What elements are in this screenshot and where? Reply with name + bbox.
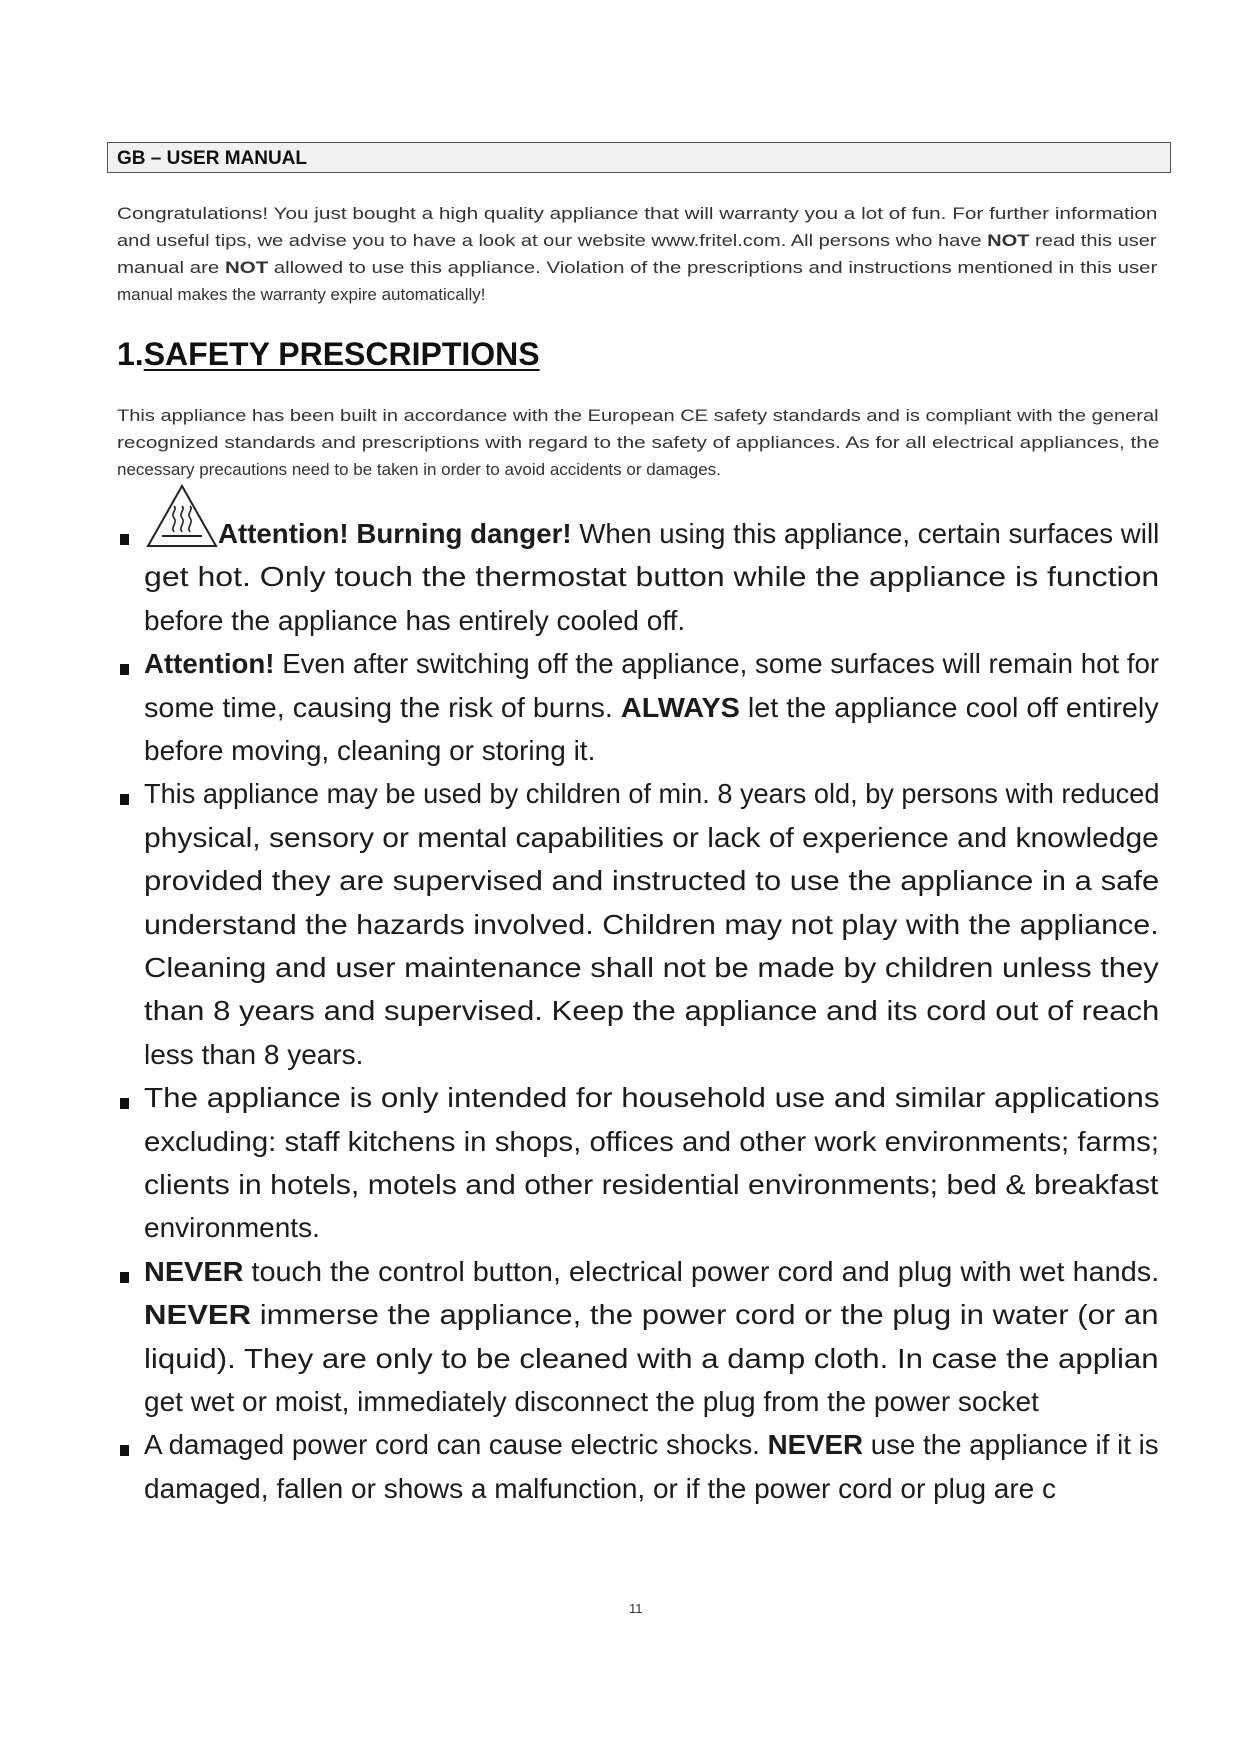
bullet-marker (120, 534, 129, 545)
text-segment: liquid). They are only to be cleaned with a damp cloth. In case the applian (144, 1342, 1159, 1374)
page-number: 11 (629, 1601, 643, 1616)
text-segment: environments. (144, 1212, 320, 1244)
emphasis-text: Attention! (144, 648, 275, 680)
bullet-marker (120, 664, 129, 675)
emphasis-text: NEVER (144, 1255, 244, 1287)
bullet-line (144, 648, 1159, 680)
text-segment: recognized standards and prescriptions with regard to the safety of appliances. As for all electrical appliances, the (117, 433, 1160, 452)
bullet-line (218, 518, 1159, 550)
intro-line (117, 204, 1157, 224)
text-segment: necessary precautions need to be taken in order to avoid accidents or damages. (117, 460, 721, 479)
bullet-line (144, 1343, 1159, 1375)
bullet-marker (120, 1098, 129, 1109)
emphasis-text: NEVER (144, 1299, 252, 1331)
text-segment: excluding: staff kitchens in shops, offices and other work environments; farms; (144, 1125, 1159, 1157)
section-number: 1. (117, 336, 144, 372)
text-segment: Congratulations! You just bought a high quality appliance that will warranty you a lot of fun. For further information (117, 204, 1158, 223)
text-segment: touch the control button, electrical power cord and plug with wet hands. (243, 1255, 1160, 1287)
text-segment: When using this appliance, certain surfaces will (571, 518, 1160, 549)
bullet-line (144, 995, 1159, 1027)
text-segment: get hot. Only touch the thermostat button while the appliance is function (144, 561, 1160, 593)
text-segment: get wet or moist, immediately disconnect the plug from the power socket (144, 1386, 1039, 1417)
text-segment: and useful tips, we advise you to have a look at our website www.fritel.com. All persons who have (117, 231, 988, 250)
text-segment: manual makes the warranty expire automatically! (117, 285, 486, 304)
text-segment: A damaged power cord can cause electric shocks. (144, 1429, 768, 1461)
section-intro-line (117, 460, 721, 480)
text-segment: use the appliance if it is (863, 1429, 1159, 1461)
text-segment: less than 8 years. (144, 1038, 364, 1070)
bullet-line (144, 1126, 1159, 1158)
bullet-line (144, 1212, 320, 1244)
text-segment: physical, sensory or mental capabilities or lack of experience and knowledge (144, 821, 1159, 853)
intro-line (117, 258, 1157, 278)
section-intro-line (117, 433, 1159, 453)
section-heading (117, 336, 540, 373)
text-segment: before moving, cleaning or storing it. (144, 735, 596, 766)
bullet-line (144, 1082, 1160, 1114)
emphasis-text: NOT (224, 258, 269, 277)
hot-surface-warning-icon (146, 484, 218, 548)
bullet-line (144, 1429, 1159, 1461)
bullet-marker (120, 1445, 129, 1456)
text-segment: immerse the appliance, the power cord or the plug in water (or an (251, 1299, 1159, 1331)
section-title: SAFETY PRESCRIPTIONS (143, 336, 540, 372)
bullet-line (144, 1169, 1158, 1201)
bullet-line (144, 1256, 1159, 1288)
text-segment: This appliance has been built in accordance with the European CE safety standards and is compliant with the general (117, 406, 1159, 425)
text-segment: damaged, fallen or shows a malfunction, or if the power cord or plug are c (144, 1472, 1057, 1504)
bullet-line (144, 778, 1159, 810)
text-segment: manual are (117, 258, 225, 277)
text-segment: read this user (1029, 231, 1157, 250)
bullet-line (144, 692, 1159, 724)
bullet-marker (120, 1272, 129, 1283)
manual-header-bar (107, 142, 1171, 173)
intro-line (117, 231, 1157, 251)
intro-line (117, 285, 486, 305)
manual-header-title: GB – USER MANUAL (117, 148, 308, 169)
emphasis-text: NOT (987, 231, 1030, 250)
bullet-line (144, 605, 685, 637)
bullet-line (144, 561, 1159, 593)
emphasis-text: NEVER (767, 1429, 864, 1461)
emphasis-text: ALWAYS (620, 691, 740, 723)
bullet-line (144, 865, 1159, 897)
text-segment: allowed to use this appliance. Violation of the prescriptions and instructions mentioned in this user (268, 258, 1158, 277)
bullet-line (144, 952, 1159, 984)
bullet-line (144, 1386, 1039, 1418)
text-segment: Cleaning and user maintenance shall not be made by children unless they (144, 952, 1159, 983)
text-segment: provided they are supervised and instructed to use the appliance in a safe (144, 865, 1160, 897)
bullet-line (144, 1473, 1056, 1505)
section-intro-line (117, 406, 1159, 426)
bullet-line (144, 909, 1159, 941)
text-segment: understand the hazards involved. Children may not play with the appliance. (144, 908, 1159, 940)
text-segment: some time, causing the risk of burns. (144, 691, 621, 723)
bullet-line (144, 1299, 1159, 1331)
text-segment: before the appliance has entirely cooled off. (144, 604, 686, 636)
bullet-line (144, 1039, 363, 1071)
text-segment: than 8 years and supervised. Keep the appliance and its cord out of reach (144, 995, 1160, 1027)
text-segment: The appliance is only intended for household use and similar applications (144, 1082, 1160, 1114)
text-segment: This appliance may be used by children of min. 8 years old, by persons with reduced (144, 778, 1160, 810)
bullet-line (144, 822, 1159, 854)
emphasis-text: Attention! Burning danger! (218, 518, 572, 549)
text-segment: clients in hotels, motels and other residential environments; bed & breakfast (144, 1169, 1159, 1200)
bullet-line (144, 735, 595, 767)
text-segment: Even after switching off the appliance, some surfaces will remain hot for (274, 648, 1160, 680)
text-segment: let the appliance cool off entirely (739, 691, 1159, 723)
bullet-marker (120, 794, 129, 805)
